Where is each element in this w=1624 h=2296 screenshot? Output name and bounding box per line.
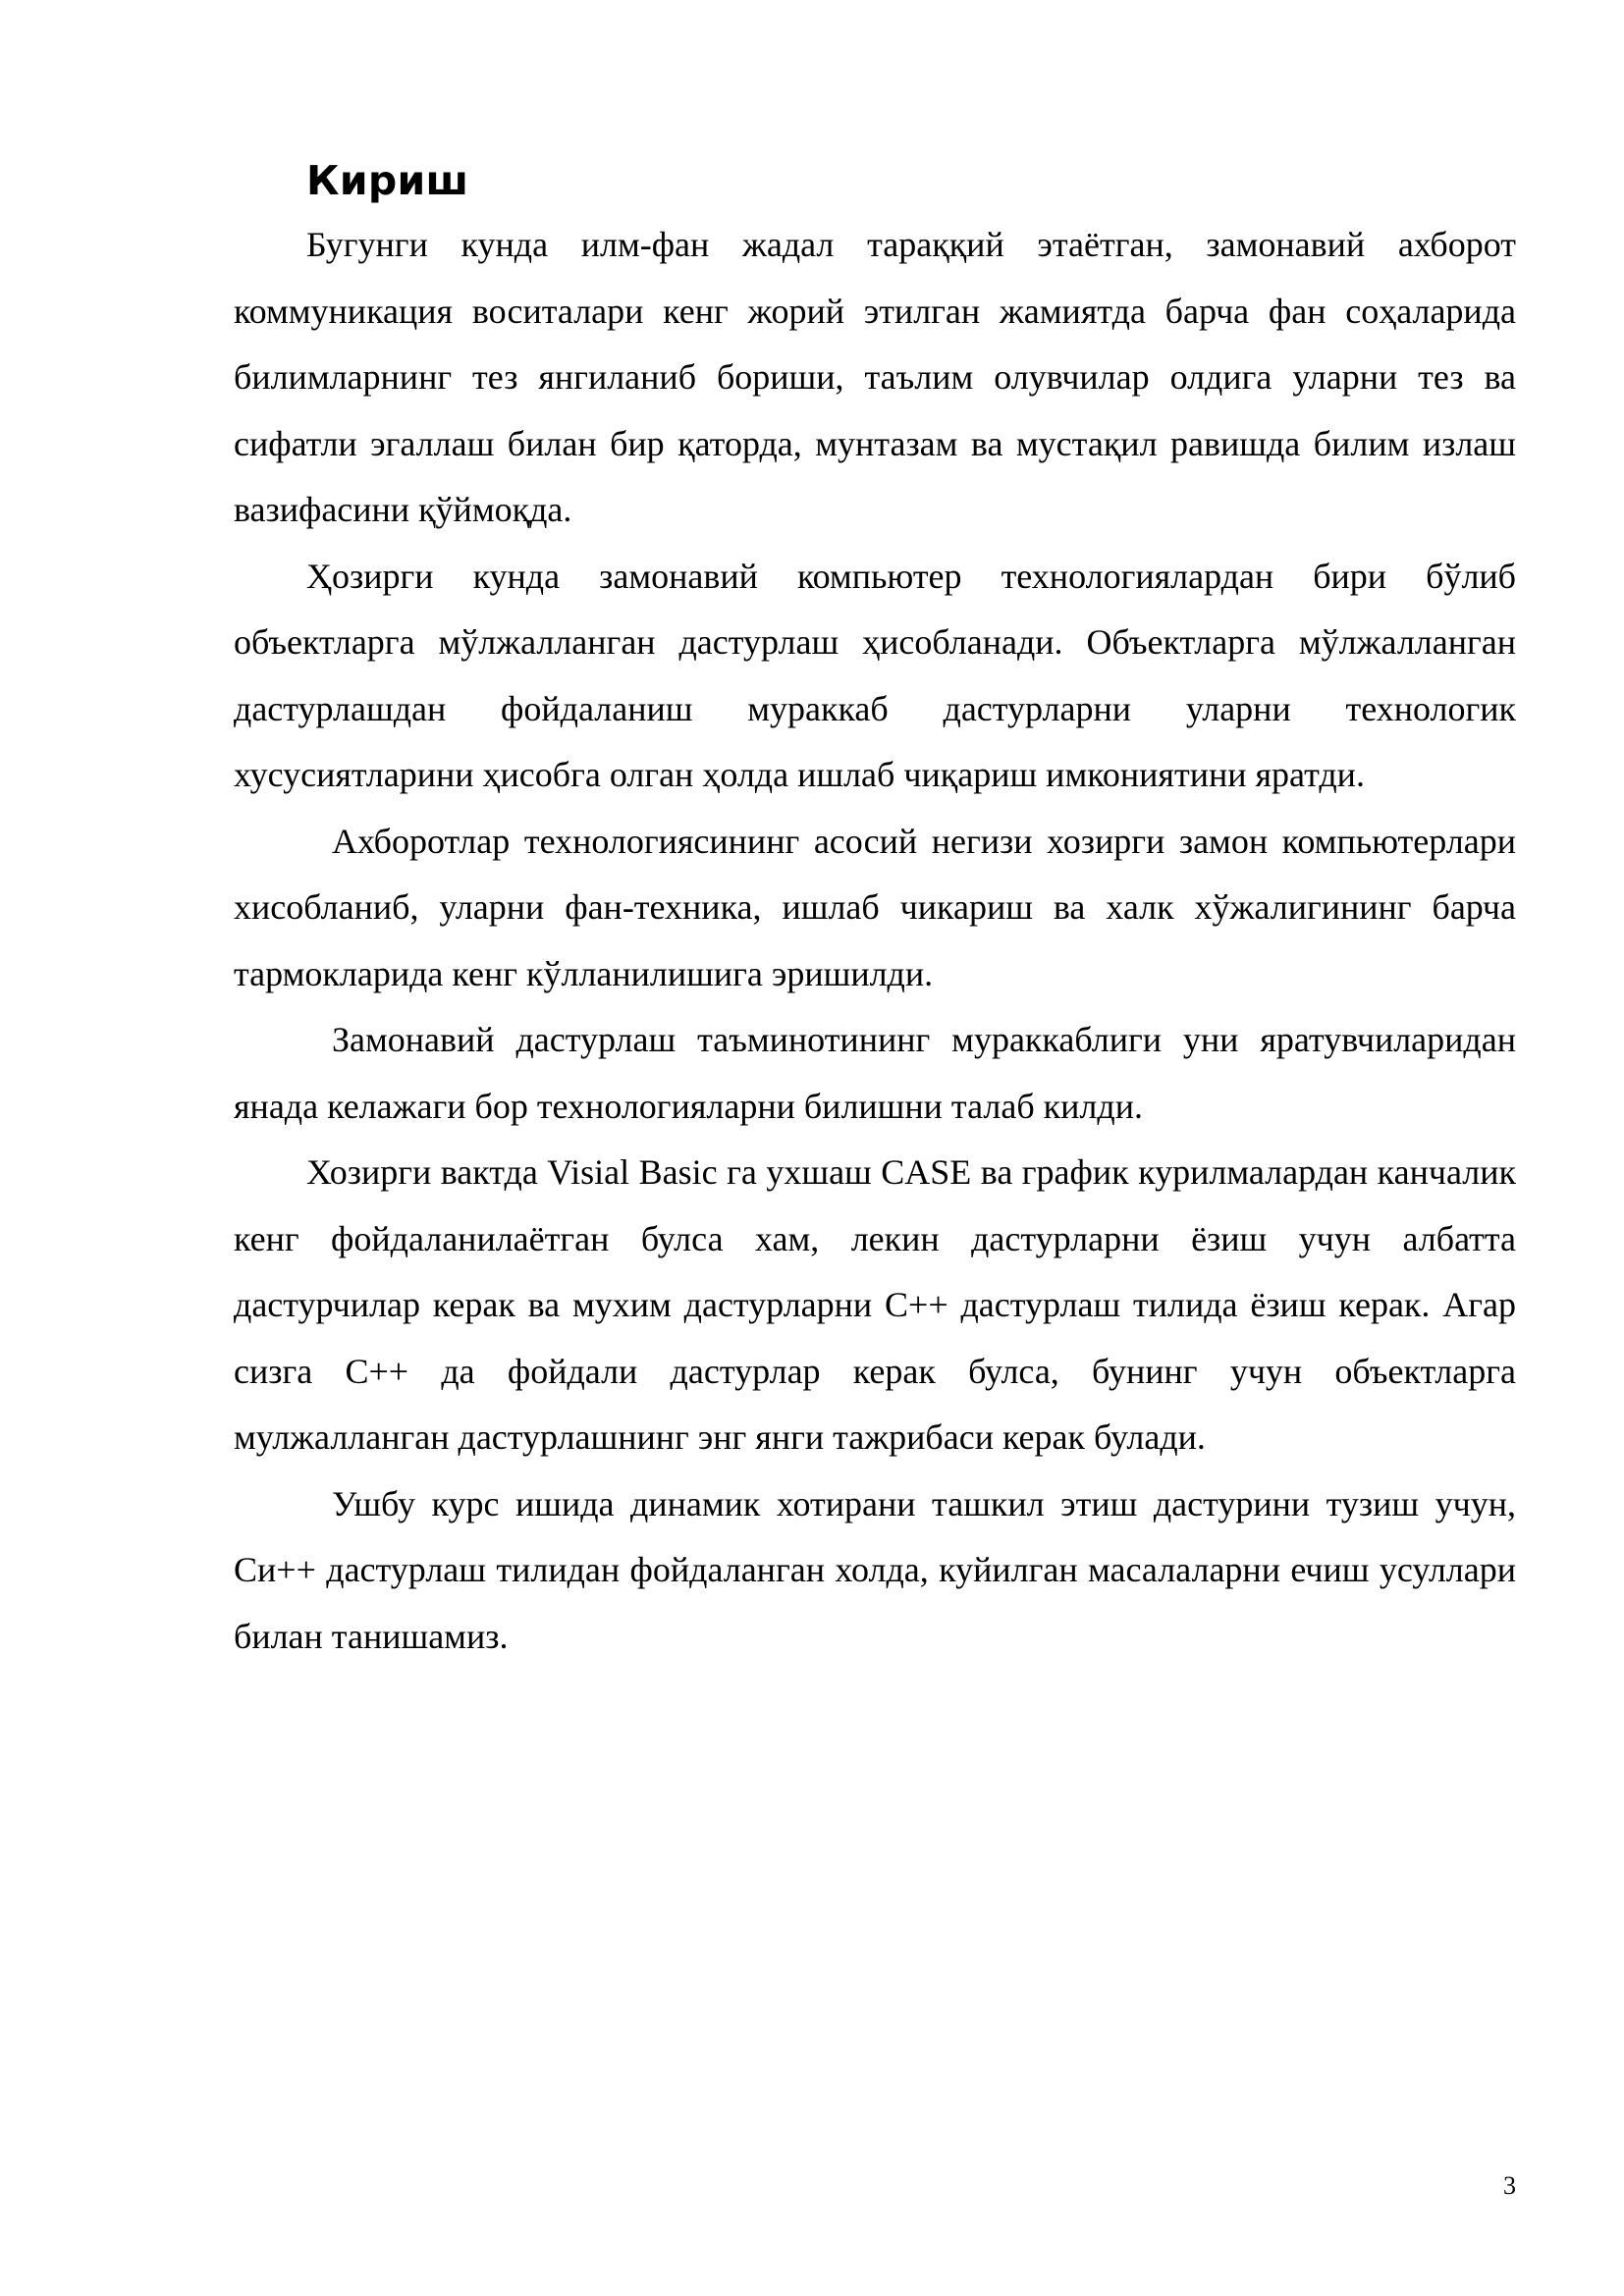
document-body	[234, 155, 1516, 1670]
paragraph-1: Бугунги кунда илм-фан жадал тараққий этаётган, замонавий ахборот коммуникация воситалари кенг жорий этилган жамиятда барча фан соҳаларида билимларнинг тез янгиланиб бориши, таълим олувчилар олдига уларни тез ва сифатли эгаллаш билан бир қаторда, мунтазам ва мустақил равишда билим излаш вазифасини қўймоқда.	[234, 225, 1516, 529]
paragraph-4: Замонавий дастурлаш таъминотининг мураккаблиги уни яратувчиларидан янада келажаги бор технологияларни билишни талаб килди.	[234, 1020, 1516, 1126]
paragraph-3: Ахборотлар технологиясининг асосий негизи хозирги замон компьютерлари хисобланиб, уларни фан-техника, ишлаб чикариш ва халк хўжалигининг барча тармокларида кенг кўлланилишига эришилди.	[234, 821, 1516, 993]
paragraph-2: Ҳозирги кунда замонавий компьютер технологиялардан бири бўлиб объектларга мўлжалланган дастурлаш ҳисобланади. Объектларга мўлжалланган дастурлашдан фойдаланиш мураккаб дастурларни уларни технологик хусусиятларини ҳисобга олган ҳолда ишлаб чиқариш имкониятини яратди.	[234, 556, 1516, 794]
paragraph-6: Ушбу курс ишида динамик хотирани ташкил этиш дастурини тузиш учун, Си++ дастурлаш тилидан фойдаланган холда, куйилган масалаларни ечиш усуллари билан танишамиз.	[234, 1483, 1516, 1656]
paragraph-5: Хозирги вактда Visial Basic га ухшаш CASE ва график курилмалардан канчалик кенг фойдаланилаётган булса хам, лекин дастурларни ёзиш учун албатта дастурчилар керак ва мухим дастурларни С++ дастурлаш тилида ёзиш керак. Агар сизга С++ да фойдали дастурлар керак булса, бунинг учун объектларга мулжалланган дастурлашнинг энг янги тажрибаси керак булади.	[234, 1152, 1516, 1457]
page-number: 3	[1503, 2171, 1516, 2200]
section-heading: Кириш	[306, 157, 469, 204]
